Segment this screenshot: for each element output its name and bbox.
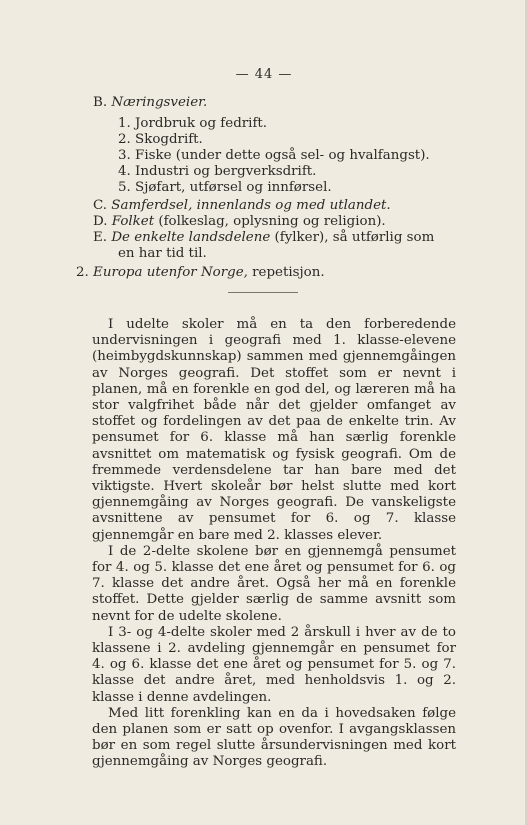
- list-item-marker: 2.: [118, 132, 131, 147]
- page-number: — 44 —: [235, 67, 293, 82]
- list-item-marker: 3.: [118, 148, 131, 163]
- list-item-text: Jordbruk og fedrift.: [135, 116, 268, 131]
- body-text: [92, 317, 456, 771]
- list-item-marker: 5.: [118, 180, 131, 195]
- list-item: [118, 132, 203, 148]
- section-e-title: De enkelte landsdelene: [111, 230, 271, 245]
- paragraph: Med litt forenkling kan en da i hovedsaken følge den planen som er satt op ovenfor. I avgangsklassen bør en som regel slutte årsundervisningen med kort gjennemgåing av Norges geografi.: [92, 705, 456, 770]
- section-d-marker: D.: [93, 214, 108, 229]
- divider: [228, 292, 298, 293]
- list-item: [118, 116, 267, 132]
- list-item-text: Industri og bergverksdrift.: [135, 164, 317, 179]
- section-d-rest: (folkeslag, oplysning og religion).: [158, 214, 386, 229]
- list-item: [118, 148, 430, 164]
- section-e-rest: (fylker), så utførlig som: [274, 230, 435, 245]
- paragraph: I 3- og 4-delte skoler med 2 årskull i hver av de to klassene i 2. avdeling gjennemgår en pensumet for 4. og 6. klasse det ene året og pensumet for 5. og 7. klasse det andre året, med henholdsvis 1. og 2. klasse i denne avdelingen.: [92, 624, 456, 705]
- list-item-marker: 4.: [118, 164, 131, 179]
- section-2-title: Europa utenfor Norge,: [93, 265, 248, 280]
- section-2-rest: repetisjon.: [252, 265, 325, 280]
- list-item: [118, 164, 316, 180]
- list-item-text: Skogdrift.: [135, 132, 203, 147]
- list-item-text: Fiske (under dette også sel- og hvalfangst).: [135, 148, 430, 163]
- section-c-heading: [93, 198, 391, 214]
- section-2-heading: [76, 265, 325, 281]
- section-e-marker: E.: [93, 230, 108, 245]
- section-b-marker: B.: [93, 95, 108, 110]
- section-e-continuation: en har tid til.: [118, 246, 207, 261]
- section-2-marker: 2.: [76, 265, 89, 280]
- paragraph: I udelte skoler må en ta den forberedende undervisningen i geografi med 1. klasse-elevene (heimbygdskunnskap) sammen med gjennemgåingen av Norges geografi. Det stoffet som er nevnt i planen, må en forenkle en god del, og læreren må ha stor valgfrihet både når det gjelder omfanget av stoffet og fordelingen av det paa de enkelte trin. Av pensumet for 6. klasse må han særlig forenkle avsnittet om matematisk og fysisk geografi. Om de fremmede verdensdelene tar han bare med det viktigste. Hvert skoleår bør helst slutte med kort gjennemgåing av Norges geografi. De vanskeligste avsnittene av pensumet for 6. og 7. klasse gjennemgår en bare med 2. klasses elever.: [92, 317, 456, 543]
- section-d-heading: [93, 214, 386, 230]
- section-c-title: Samferdsel, innenlands og med utlandet.: [111, 198, 391, 213]
- list-item: [118, 180, 332, 196]
- section-d-title: Folket: [111, 214, 155, 229]
- list-item-marker: 1.: [118, 116, 131, 131]
- section-b-title: Næringsveier.: [111, 95, 208, 110]
- section-c-marker: C.: [93, 198, 108, 213]
- section-e-heading: [93, 230, 434, 246]
- paragraph: I de 2-delte skolene bør en gjennemgå pensumet for 4. og 5. klasse det ene året og pensumet for 6. og 7. klasse det andre året. Også her må en forenkle stoffet. Dette gjelder særlig de samme avsnitt som nevnt for de udelte skolene.: [92, 543, 456, 624]
- list-item-text: Sjøfart, utførsel og innførsel.: [135, 180, 332, 195]
- section-b-heading: [93, 95, 207, 111]
